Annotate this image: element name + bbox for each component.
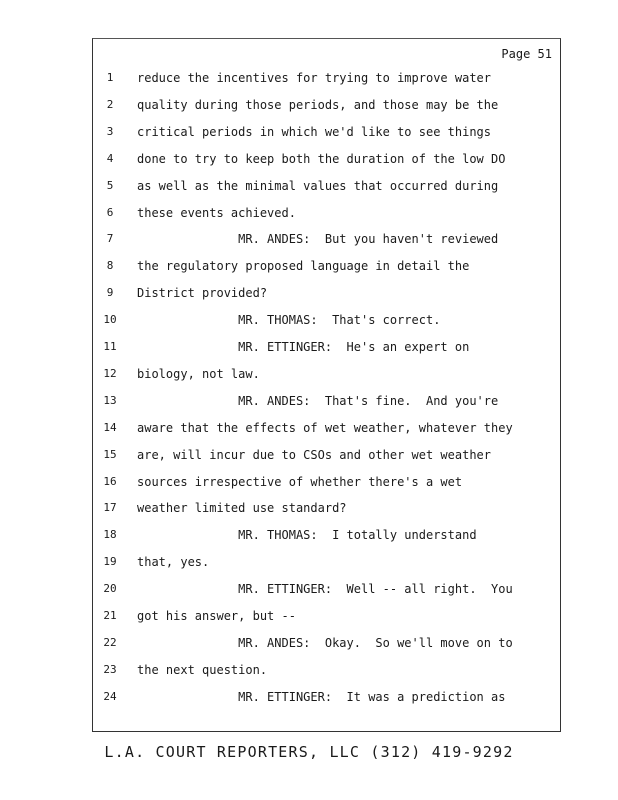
line-number: 10 [103,313,117,327]
line-number: 13 [103,393,117,407]
line-number: 6 [106,205,114,219]
line-number: 5 [106,178,114,192]
transcript-line [93,446,560,464]
line-number: 1 [106,71,114,84]
line-text: these events achieved. [137,205,296,220]
line-text: aware that the effects of wet weather, whatever they [137,420,513,435]
transcript-line [93,607,560,625]
line-text: MR. ETTINGER: Well -- all right. You [137,582,513,597]
line-text: MR. ANDES: Okay. So we'll move on to [137,635,513,650]
line-number: 8 [106,259,114,273]
line-text: the next question. [137,662,268,677]
transcript-line [93,661,560,679]
line-number: 22 [103,635,117,649]
transcript-line [93,311,560,329]
line-text: done to try to keep both the duration of the low DO [137,151,506,166]
transcript-line [93,284,560,302]
transcript-line [93,392,560,410]
line-number: 24 [103,689,117,703]
line-number: 4 [106,151,114,165]
page-number: Page 51 [501,47,552,61]
line-number: 12 [103,366,117,380]
line-number: 21 [103,609,117,622]
line-text: MR. ETTINGER: It was a prediction as [137,689,506,704]
line-text: MR. ANDES: But you haven't reviewed [137,232,499,247]
line-number: 20 [103,582,117,596]
transcript-line [93,123,560,141]
line-text: as well as the minimal values that occurred during [137,178,499,193]
line-text: MR. THOMAS: That's correct. [137,313,441,328]
line-text: MR. ETTINGER: He's an expert on [137,340,470,354]
line-text: weather limited use standard? [137,501,347,516]
footer-reporter: L.A. COURT REPORTERS, LLC (312) 419-9292 [104,743,514,761]
transcript-line [93,473,560,491]
line-number: 15 [103,447,117,461]
line-number: 16 [103,474,117,488]
line-number: 17 [103,501,117,515]
line-number: 23 [103,662,117,676]
transcript-line [93,96,560,114]
transcript-line [93,257,560,275]
transcript-line [93,230,560,248]
line-text: sources irrespective of whether there's a wet [137,474,463,489]
line-number: 7 [106,232,114,246]
transcript-line [93,580,560,598]
line-text: quality during those periods, and those may be the [137,97,499,112]
transcript-line [93,204,560,222]
transcript-line [93,553,560,571]
line-text: reduce the incentives for trying to improve water [137,71,492,85]
transcript-line [93,177,560,195]
transcript-line [93,499,560,517]
line-text: that, yes. [137,555,210,570]
line-text: critical periods in which we'd like to see things [137,124,492,139]
line-number: 19 [103,555,117,569]
transcript-line [93,634,560,652]
transcript-line [93,365,560,383]
line-text: the regulatory proposed language in detail the [137,259,470,274]
line-number: 11 [103,340,117,353]
line-number: 2 [106,97,114,111]
line-text: MR. ANDES: That's fine. And you're [137,393,499,408]
transcript-line [93,688,560,706]
line-text: are, will incur due to CSOs and other wet weather [137,447,492,462]
line-text: got his answer, but -- [137,609,296,623]
transcript-line [93,419,560,437]
transcript-page [92,38,561,732]
line-number: 14 [103,420,117,434]
line-text: District provided? [137,286,268,301]
transcript-line [93,338,560,356]
transcript-line [93,150,560,168]
line-number: 9 [106,286,114,300]
transcript-line [93,526,560,544]
line-number: 3 [106,124,114,138]
line-text: biology, not law. [137,366,260,381]
transcript-line [93,69,560,87]
line-number: 18 [103,528,117,542]
line-text: MR. THOMAS: I totally understand [137,528,477,543]
